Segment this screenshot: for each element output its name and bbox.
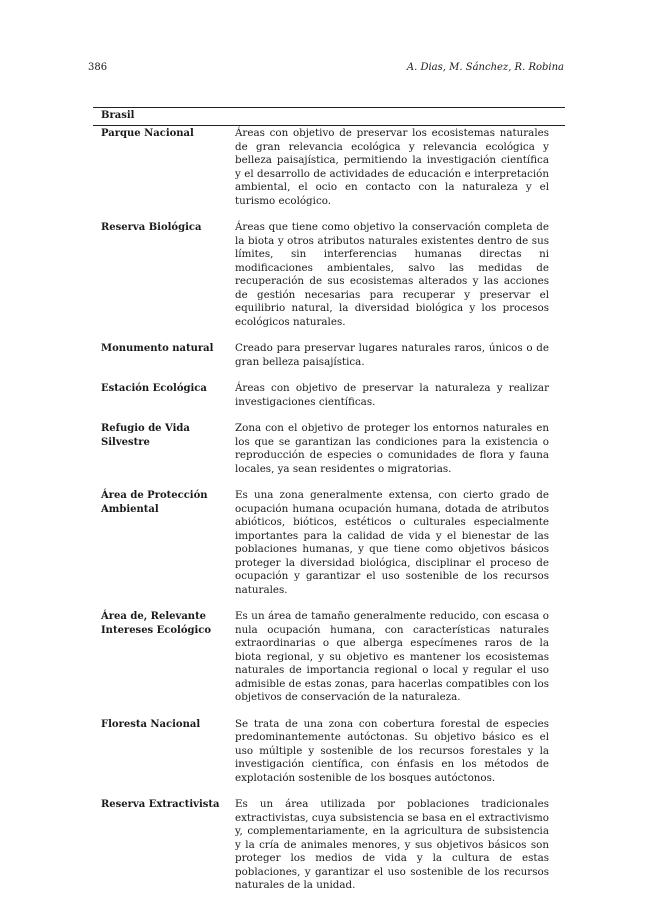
table-row (93, 718, 565, 786)
running-header-authors: A. Dias, M. Sánchez, R. Robina (406, 62, 564, 73)
category-term: Refugio de Vida Silvestre (101, 423, 190, 448)
table-row (93, 610, 565, 705)
category-definition: Áreas con objetivo de preservar la naturaleza y realizar investigaciones científicas. (235, 382, 549, 408)
category-term: Floresta Nacional (101, 718, 201, 730)
category-term: Monumento natural (101, 343, 214, 354)
table-row (93, 382, 565, 409)
category-term: Parque Nacional (101, 128, 194, 139)
category-definition: Es un área de tamaño generalmente reducido, con escasa o nula ocupación humana, con características naturales extraordinarias o que alberga especímenes raros de la biota regional, y su objetivo es mantener los ecosistemas naturales de importancia regional o local y regular el uso admisible de estas zonas, para hacerlas compatibles con los objetivos de conservación de la naturaleza. (235, 610, 549, 703)
category-term: Área de Protección Ambiental (101, 490, 208, 515)
table-row (93, 798, 565, 893)
category-term: Reserva Biológica (101, 222, 202, 233)
category-term: Estación Ecológica (101, 383, 207, 394)
table-row (93, 342, 565, 369)
category-definition: Creado para preservar lugares naturales raros, únicos o de gran belleza paisajística. (235, 342, 549, 368)
category-definition: Áreas que tiene como objetivo la conservación completa de la biota y otros atributos naturales existentes dentro de sus límites, sin interferencias humanas directas ni modificaciones ambientales, salvo las medidas de recuperación de sus ecosistemas alterados y las acciones de gestión necesarias para recuperar y preservar el equilibrio natural, la diversidad biológica y los procesos ecológicos naturales. (235, 221, 549, 328)
category-term: Área de, Relevante Intereses Ecológico (101, 611, 212, 636)
table-row (93, 489, 565, 597)
category-definition: Áreas con objetivo de preservar los ecosistemas naturales de gran relevancia ecológica y relevancia ecológica y belleza paisajística, permitiendo la investigación científica y el desarrollo de actividades de educación e interpretación ambiental, el ocio en contacto con la naturaleza y el turismo ecológico. (235, 127, 549, 207)
table-country-heading: Brasil (101, 110, 135, 121)
category-definition: Es una zona generalmente extensa, con cierto grado de ocupación humana ocupación humana, dotada de atributos abióticos, bióticos, estéticos o culturales especialmente importantes para la calidad de vida y el bienestar de las poblaciones humanas, y que tiene como objetivos básicos proteger la diversidad biológica, disciplinar el proceso de ocupación y garantizar el uso sostenible de los recursos naturales. (235, 489, 549, 596)
category-definition: Se trata de una zona con cobertura forestal de especies predominantemente autóctonas. Su objetivo básico es el uso múltiple y sostenible de los recursos forestales y la investigación científica, con énfasis en los métodos de explotación sostenible de los bosques autóctonos. (235, 717, 549, 784)
category-definition: Es un área utilizada por poblaciones tradicionales extractivistas, cuya subsistencia se basa en el extractivismo y, complementariamente, en la agricultura de subsistencia y la cría de animales menores, y sus objetivos básicos son proteger los medios de vida y la cultura de estas poblaciones, y garantizar el uso sostenible de los recursos naturales de la unidad. (235, 798, 549, 891)
table-row (93, 127, 565, 208)
category-definition: Zona con el objetivo de proteger los entornos naturales en los que se garantizan las condiciones para la existencia o reproducción de especies o comunidades de flora y fauna locales, ya sean residentes o migratorias. (235, 422, 549, 475)
table-body (93, 126, 565, 893)
running-header (88, 61, 564, 75)
page-number: 386 (88, 62, 108, 73)
table-row (93, 422, 565, 476)
protected-areas-table (93, 107, 565, 906)
table-row (93, 221, 565, 329)
category-term: Reserva Extractivista (101, 799, 220, 810)
